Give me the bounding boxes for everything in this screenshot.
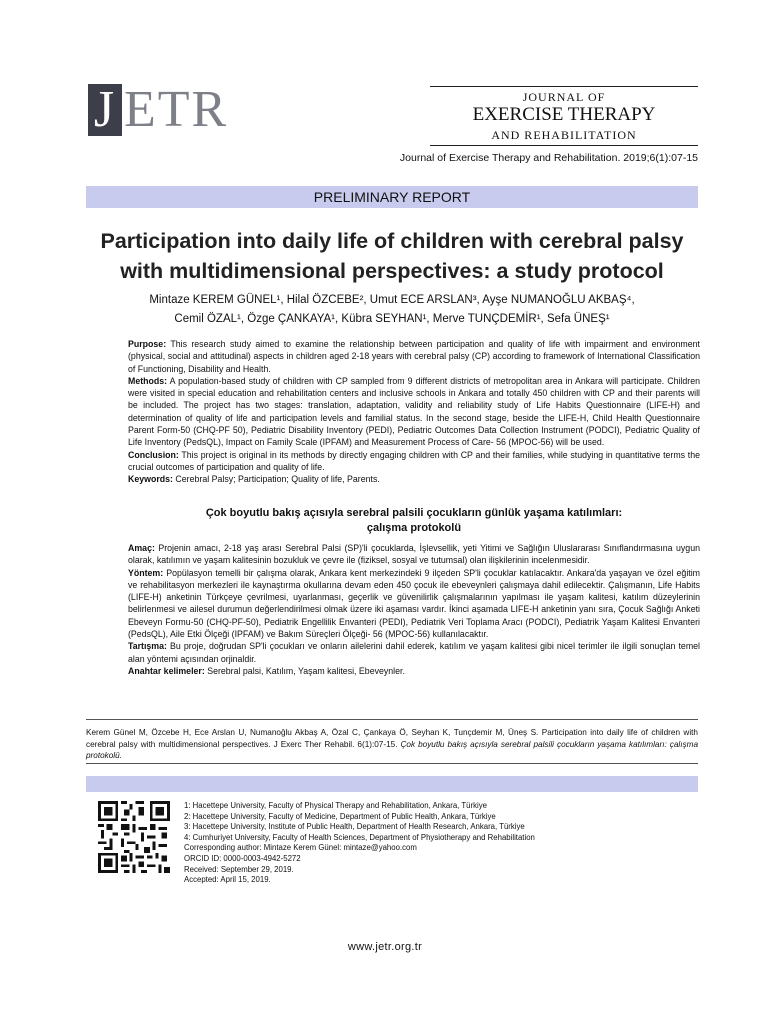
journal-name: EXERCISE THERAPY (472, 104, 656, 125)
affiliation-1: 1: Hacettepe University, Faculty of Physical Therapy and Rehabilitation, Ankara, Türkiye (184, 801, 487, 810)
affiliation-2: 2: Hacettepe University, Faculty of Medicine, Department of Public Health, Ankara, Türkiye (184, 811, 496, 821)
section-label: PRELIMINARY REPORT (86, 186, 698, 208)
yontem-text: Popülasyon temelli bir çalışma olarak, Ankara kent merkezindeki 9 ilçeden SP'li çocuklar katılacaktır. Ankara'da yaşayan ve özel eğitim ve rehabilitasyon merkezleri ile kaynaştırma okullarına devam eden 450 çocuk ile ebeveynleri çalışmaya dahil edilecektir. Çalışmanın, Life Habits (LIFE-H) anketinin Türkçeye çevrilmesi, uyarlanması, geçerlik ve güvenilirlik çalışmalarının yapılması ile yaşam kalitesi, katılım düzeylerinin belirlenmesi ve ailesel durumun değerlendirilmesi olmak üzere iki aşaması vardır. İkinci aşamada LIFE-H anketinin yanı sıra, Çocuk Sağlığı Anketi Ebeveyn Formu-50 (CHQ-PF-50), Pediatrik Engellilik Envanteri (PEDI), Pediatrik Veri Toplama Aracı (PODCI), Pediatrik Yaşam Kalitesi Envanteri (PedsQL), Aile Etki Ölçeği (IPFAM) ve Bakım Süreçleri Ölçeği- 56 (MPOC-56) kullanılacaktır. (128, 567, 700, 640)
methods-label: Methods: (128, 375, 168, 386)
logo-rest: ETR (124, 81, 229, 138)
ozet-tartisma (128, 640, 700, 665)
cite-text: Kerem Günel M, Özcebe H, Ece Arslan U, Numanoğlu Akbaş A, Özal C, Çankaya Ö, Seyhan K, Tunçdemir M, Üneş S. Participation into daily life of children with cerebral palsy with multidimensional perspectives. J Exerc Ther Rehabil. 6(1):07-15. (86, 728, 698, 749)
journal-of: JOURNAL OF (522, 90, 606, 104)
turkish-title (128, 506, 700, 536)
purpose-label: Purpose: (128, 339, 167, 349)
paper-title (86, 226, 698, 286)
keywords-label: Keywords: (128, 474, 173, 485)
tartisma-text: Bu proje, doğrudan SP'li çocukları ve onların ailelerini dahil ederek, katılım ve yaşam kalitesi gibi nicel terimler ile ilgili sonuçlan temel alan yöntemi açısından orjinaldir. (128, 641, 700, 664)
tartisma-label: Tartışma: (128, 641, 167, 652)
abstract-english (128, 338, 700, 486)
anahtar-text: Serebral palsi, Katılım, Yaşam kalitesi, Ebeveynler. (204, 665, 405, 676)
amac-label: Amaç: (128, 543, 155, 553)
journal-citation: Journal of Exercise Therapy and Rehabilitation. 2019;6(1):07-15 (399, 152, 698, 164)
cite-text-italic: Çok boyutlu bakış açısıyla serebral palsili çocukların yaşama katılımları: çalışma protokolü. (86, 739, 698, 760)
abstract-conclusion (128, 449, 700, 474)
orcid-id: ORCID ID: 0000-0003-4942-5272 (184, 853, 301, 863)
authors-line-2: Cemil ÖZAL¹, Özge ÇANKAYA¹, Kübra SEYHAN¹, Merve TUNÇDEMİR¹, Sefa ÜNEŞ¹ (174, 313, 610, 325)
keywords-text: Cerebral Palsy; Participation; Quality of life, Parents. (172, 474, 380, 485)
qr-code-icon (98, 801, 170, 873)
abstract-keywords (128, 473, 700, 485)
ozet-amac (128, 542, 700, 567)
affiliations (184, 801, 684, 886)
abstract-purpose (128, 338, 700, 375)
amac-text: Projenin amacı, 2-18 yaş arası Serebral Palsi (SP)'li çocuklarda, İşlevsellik, yeti Yitimi ve Sağlığın Uluslararası Sınıflandırmasına uygun olarak, katılımın ve yaşam kalitesinin bozukluk ve çevre ile (fiziksel, sosyal ve tutumsal) olan ilişkilerinin incelenmesidir. (128, 543, 700, 566)
author-list (86, 291, 698, 329)
citation-rule-bottom (86, 763, 698, 764)
title-line-2: with multidimensional perspectives: a study protocol (120, 259, 664, 283)
ozet-yontem (128, 567, 700, 641)
turkish-title-line-2: çalışma protokolü (366, 522, 462, 534)
header-rule-bottom (430, 145, 698, 146)
conclusion-text: This project is original in its methods by directly engaging children with CP and their families, while studying in quantitative terms the crucial outcomes of participation and quality of life. (128, 449, 700, 472)
journal-logo (88, 81, 229, 138)
anahtar-label: Anahtar kelimeler: (128, 665, 205, 676)
affiliation-4: 4: Cumhuriyet University, Faculty of Health Sciences, Department of Physiotherapy and Rehabilitation (184, 832, 535, 842)
turkish-title-line-1: Çok boyutlu bakış açısıyla serebral palsili çocukların günlük yaşama katılımları: (205, 507, 623, 519)
received-date: Received: September 29, 2019. (184, 864, 294, 874)
conclusion-label: Conclusion: (128, 449, 179, 460)
yontem-label: Yöntem: (128, 567, 164, 578)
title-line-1: Participation into daily life of children with cerebral palsy (100, 229, 684, 253)
purpose-text: This research study aimed to examine the relationship between participation and quality of life with impairment and environment (physical, social and attitudinal) aspects in children aged 2-18 years with cerebral palsy (CP) according to framework of International Classification of Functioning, Disability and Health. (128, 339, 700, 374)
affiliation-3: 3: Hacettepe University, Institute of Public Health, Department of Health Research, Ankara, Türkiye (184, 822, 525, 832)
logo-j: J (88, 84, 122, 136)
divider-band (86, 776, 698, 792)
footer-url[interactable]: www.jetr.org.tr (347, 941, 423, 953)
methods-text: A population-based study of children with CP sampled from 9 different districts of metropolitan area in Ankara will participate. Children were visited in special education and rehabilitation centers and inclusive schools in Ankara and totally 450 children with CP and their parents will be included. The project has two stages: translation, adaptation, validity and reliability study of Life Habits Questionnaire (LIFE-H) and determination of quality of life and participation levels and familial status. In the second stage, beside the LIFE-H, Child Health Questionnaire Parent Form-50 (CHQ-PF 50), Pediatric Disability Inventory (PEDI), Pediatric Outcomes Data Collection Instrument (PODCI), Pediatric Quality of Life Inventory (PedsQL), Impact on Family Scale (IPFAM) and Measurement Process of Care- 56 (MPOC-56) will be used. (128, 375, 700, 448)
corresponding-author: Corresponding author: Mintaze Kerem Günel: mintaze@yahoo.com (184, 843, 417, 853)
accepted-date: Accepted: April 15, 2019. (184, 875, 271, 885)
abstract-turkish (128, 542, 700, 677)
authors-line-1: Mintaze KEREM GÜNEL¹, Hilal ÖZCEBE², Umut ECE ARSLAN³, Ayşe NUMANOĞLU AKBAŞ⁴, (149, 294, 635, 306)
journal-subname: AND REHABILITATION (491, 128, 637, 142)
header-rule-top (430, 86, 698, 87)
abstract-methods (128, 375, 700, 449)
how-to-cite (86, 727, 698, 762)
ozet-anahtar (128, 665, 700, 677)
citation-rule-top (86, 719, 698, 720)
